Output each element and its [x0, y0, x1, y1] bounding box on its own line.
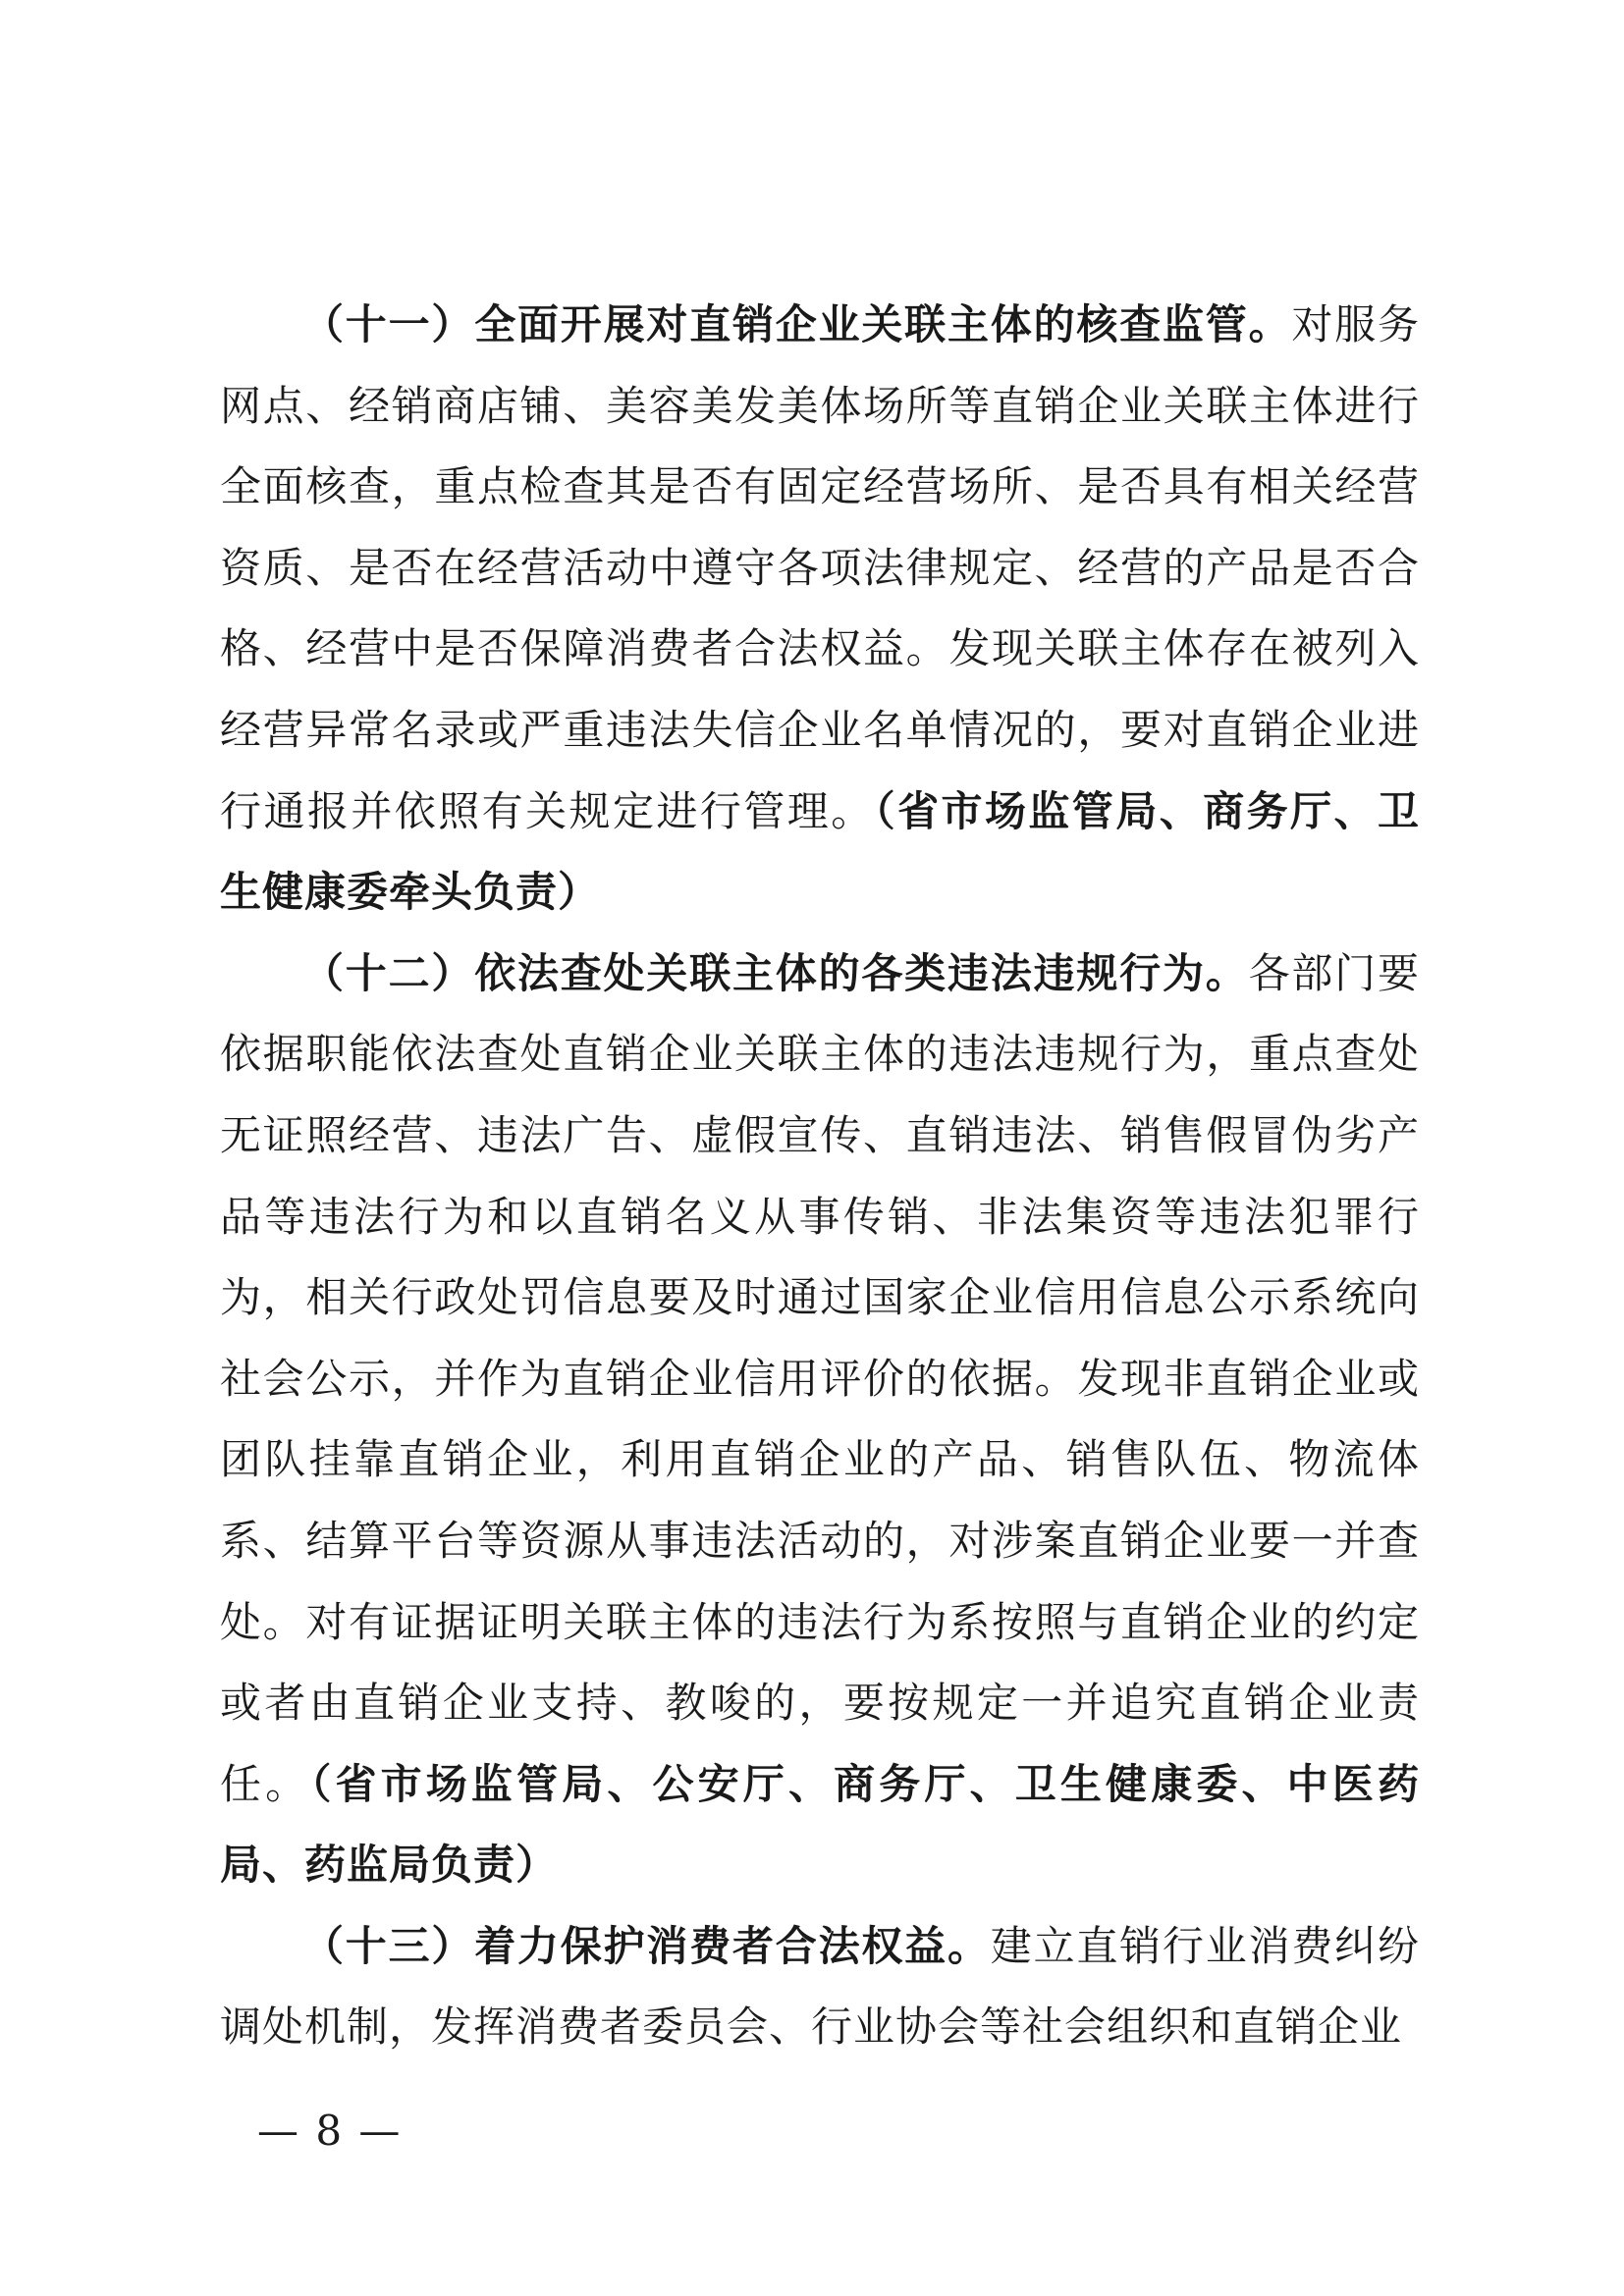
- section-13-heading: （十三）着力保护消费者合法权益。: [302, 1921, 991, 1970]
- section-11-heading: （十一）全面开展对直销企业关联主体的核查监管。: [302, 300, 1292, 348]
- section-12-heading: （十二）依法查处关联主体的各类违法违规行为。: [302, 948, 1249, 997]
- section-11: [220, 285, 1420, 934]
- section-12-body: 各部门要依据职能依法查处直销企业关联主体的违法违规行为，重点查处无证照经营、违法广告、虚假宣传、直销违法、销售假冒伪劣产品等违法行为和以直销名义从事传销、非法集资等违法犯罪行为，相关行政处罚信息要及时通过国家企业信用信息公示系统向社会公示，并作为直销企业信用评价的依据。发现非直销企业或团队挂靠直销企业，利用直销企业的产品、销售队伍、物流体系、结算平台等资源从事违法活动的，对涉案直销企业要一并查处。对有证据证明关联主体的违法行为系按照与直销企业的约定或者由直销企业支持、教唆的，要按规定一并追究直销企业责任。: [220, 948, 1420, 1808]
- document-body: [220, 285, 1420, 2068]
- section-12: [220, 934, 1420, 1906]
- section-13: [220, 1906, 1420, 2068]
- section-11-body: 对服务网点、经销商店铺、美容美发美体场所等直销企业关联主体进行全面核查，重点检查其是否有固定经营场所、是否具有相关经营资质、是否在经营活动中遵守各项法律规定、经营的产品是否合格、经营中是否保障消费者合法权益。发现关联主体存在被列入经营异常名录或严重违法失信企业名单情况的，要对直销企业进行通报并依照有关规定进行管理。: [220, 300, 1420, 835]
- page-number: — 8 —: [257, 2107, 403, 2155]
- section-11-responsible: （省市场监管局、商务厅、卫生健康委牵头负责）: [220, 786, 1420, 917]
- section-13-body: 建立直销行业消费纠纷调处机制，发挥消费者委员会、行业协会等社会组织和直销企业: [220, 1921, 1420, 2052]
- section-12-responsible: （省市场监管局、公安厅、商务厅、卫生健康委、中医药局、药监局负责）: [220, 1759, 1420, 1890]
